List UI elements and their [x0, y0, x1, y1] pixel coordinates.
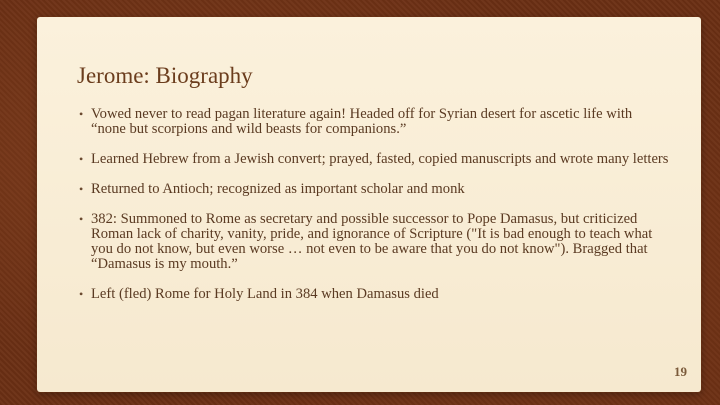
- slide-number: 19: [674, 364, 687, 379]
- slide-title: Jerome: Biography: [77, 63, 253, 88]
- bullet-list: [79, 107, 669, 317]
- bullet-item: • Left (fled) Rome for Holy Land in 384 when Damasus died: [79, 287, 669, 302]
- bullet-item: • Learned Hebrew from a Jewish convert; prayed, fasted, copied manuscripts and wrote many letters: [79, 152, 669, 167]
- bullet-item: • 382: Summoned to Rome as secretary and possible successor to Pope Damasus, but criticized Roman lack of charity, vanity, pride, and ignorance of Scripture ("It is bad enough to teach what you do not know, but even worse … not even to be aware that you do not know"). Bragged that “Damasus is my mouth.”: [79, 212, 669, 272]
- bullet-item: • Returned to Antioch; recognized as important scholar and monk: [79, 182, 669, 197]
- slide-canvas: [37, 17, 701, 392]
- bullet-item: • Vowed never to read pagan literature again! Headed off for Syrian desert for ascetic life with “none but scorpions and wild beasts for companions.”: [79, 107, 669, 137]
